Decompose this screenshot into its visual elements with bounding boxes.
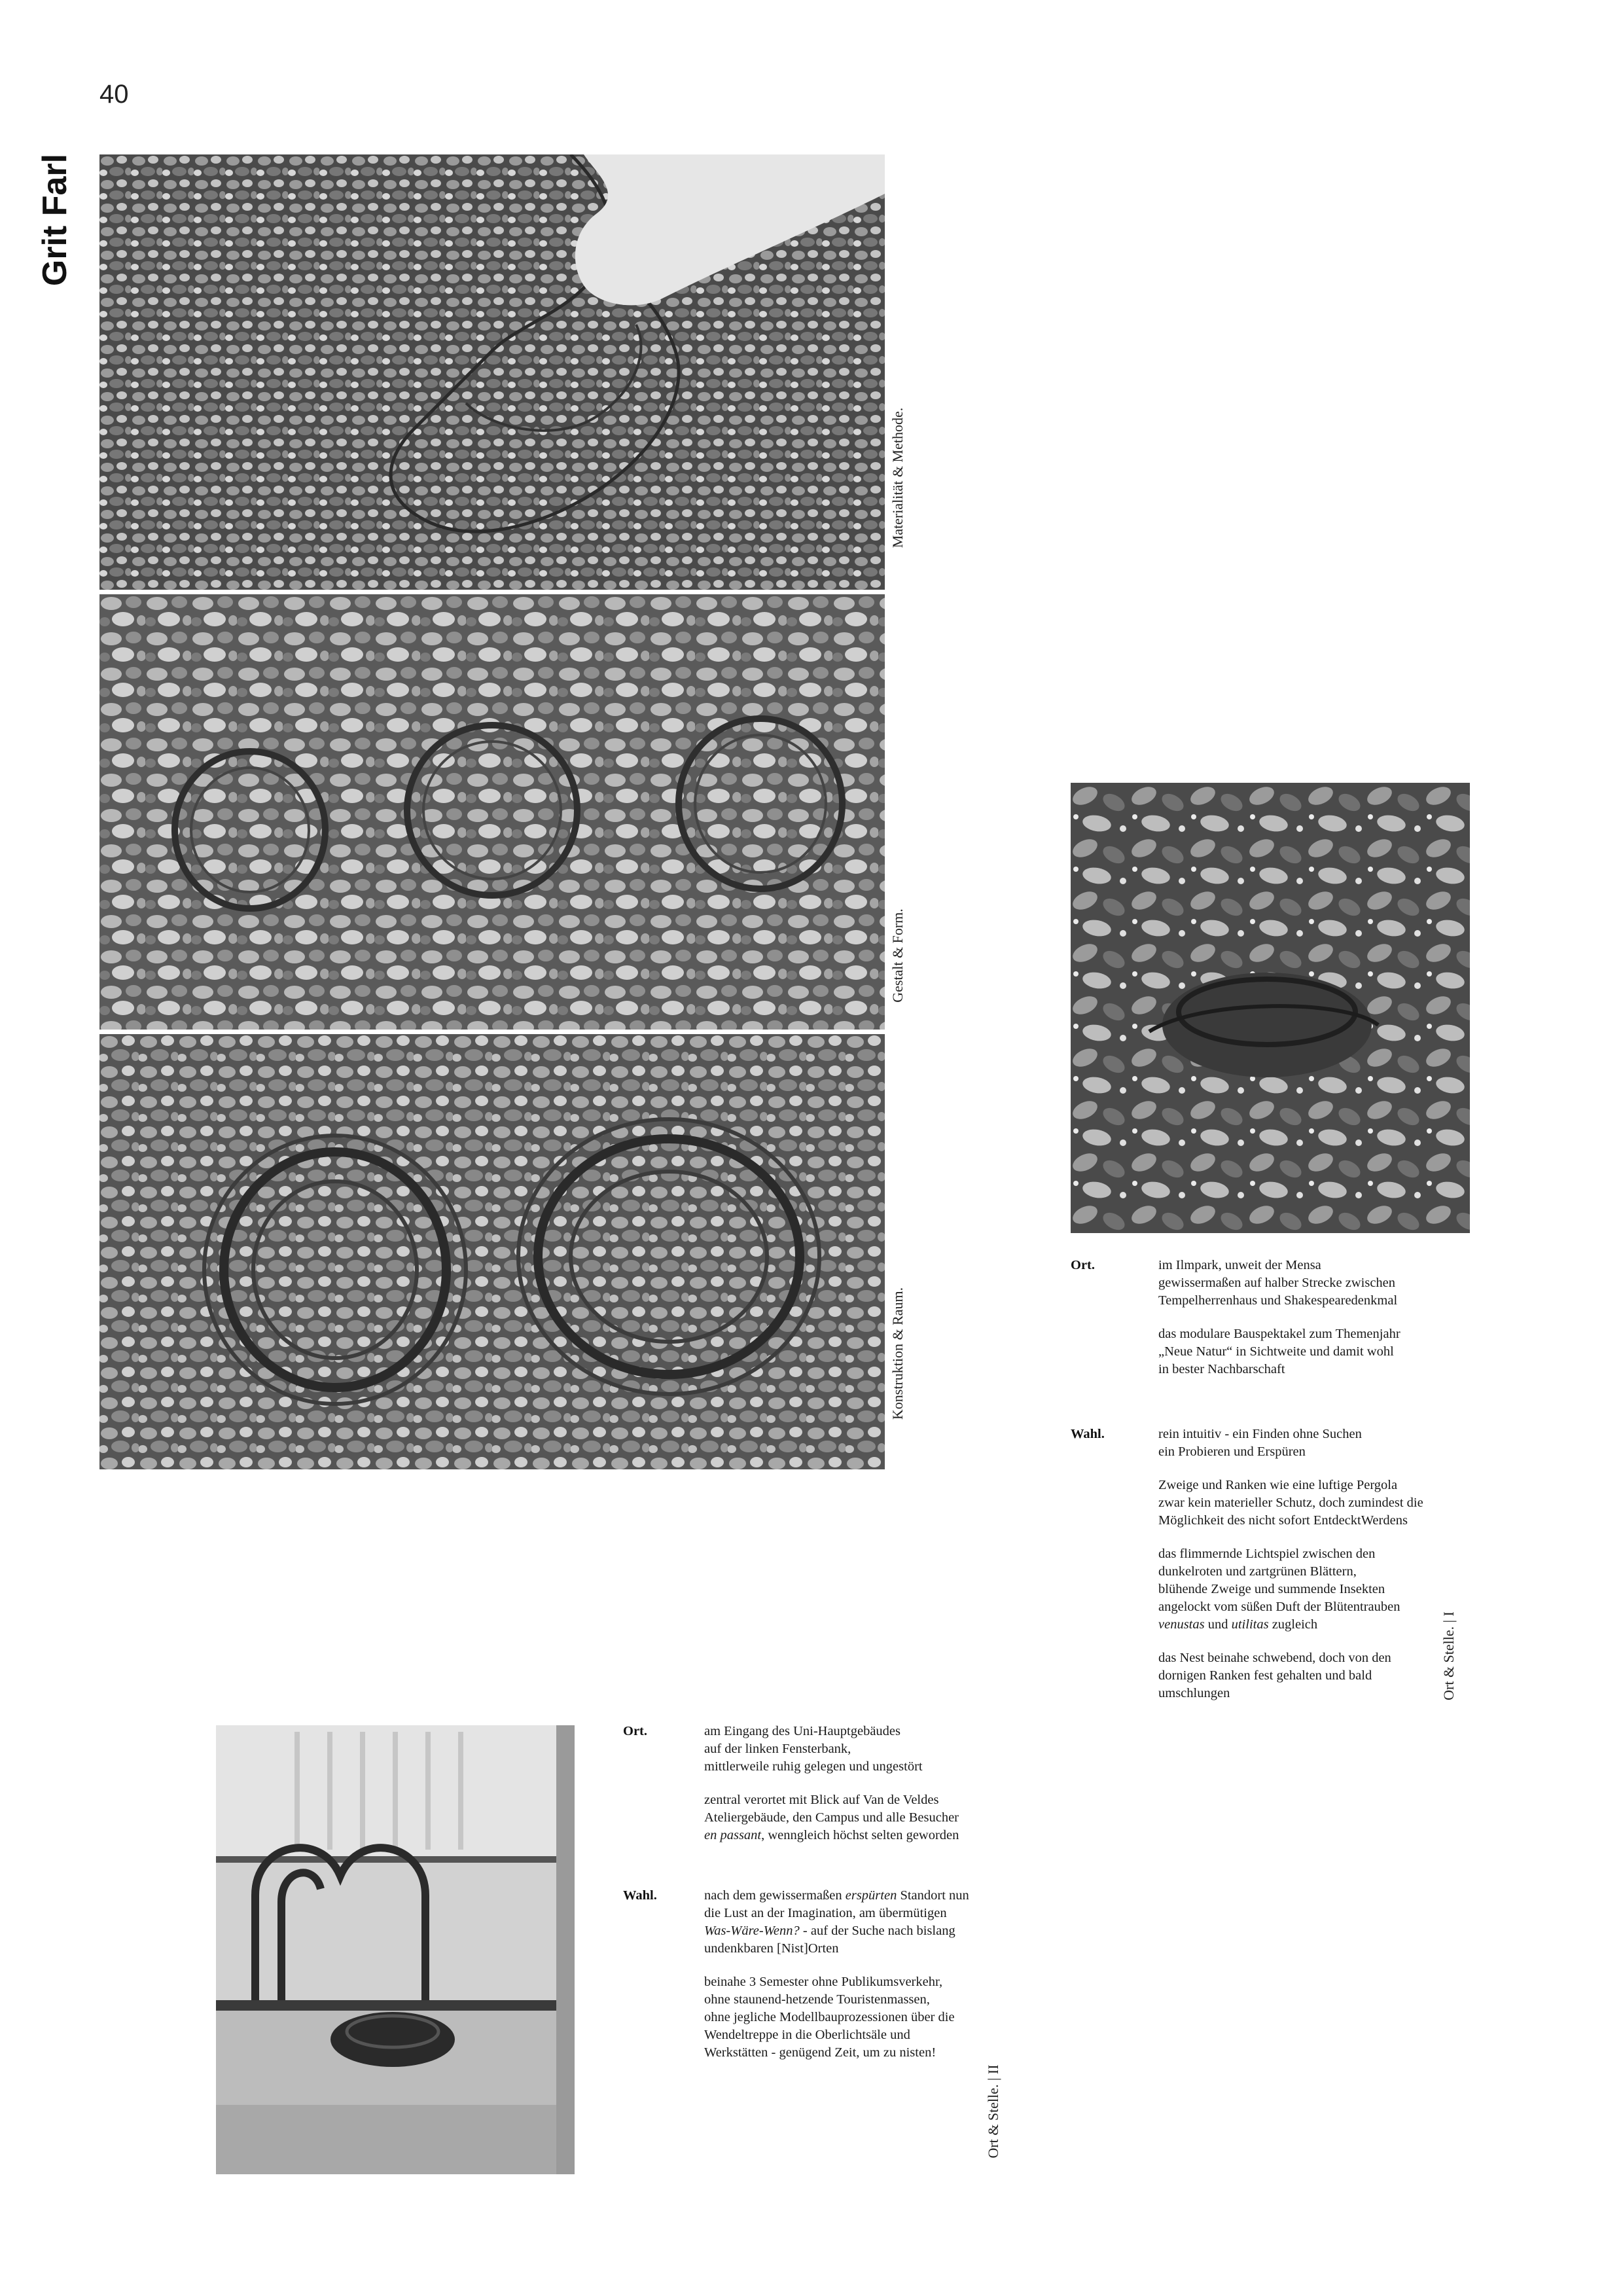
section1-ort-label: Ort. bbox=[1071, 1258, 1095, 1272]
page-number: 40 bbox=[99, 80, 129, 109]
nest-in-bush-image bbox=[1071, 783, 1470, 1233]
two-nests-on-pebbles-image bbox=[99, 1034, 885, 1469]
caption-gestalt: Gestalt & Form. bbox=[889, 908, 906, 1003]
section2-ort-label: Ort. bbox=[623, 1724, 647, 1738]
caption-ort-stelle-2: Ort & Stelle. | II bbox=[985, 2064, 1001, 2159]
photo-nest-windowsill bbox=[216, 1725, 575, 2174]
author-name: Grit Farl bbox=[36, 153, 74, 287]
photo-gestalt bbox=[99, 594, 885, 1030]
photo-konstruktion bbox=[99, 1034, 885, 1469]
section2-wahl-text: nach dem gewissermaßen erspürten Standort nun die Lust an der Imagination, am übermütigen Was-Wäre-Wenn? - auf der Suche nach bislang undenkbaren [Nist]Orten beinahe 3 Semester ohne Publikumsverkehr, ohne staunend-hetzende Touristenmassen, ohne jegliche Modellbauprozessionen über die Wendeltreppe in die Oberlichtsäle und Werkstätten - genügend Zeit, um zu nisten! bbox=[704, 1888, 969, 2060]
photo-nest-bush bbox=[1071, 783, 1470, 1233]
caption-ort-stelle-1: Ort & Stelle. | I bbox=[1440, 1611, 1457, 1700]
section1-wahl-label: Wahl. bbox=[1071, 1427, 1105, 1441]
nest-on-windowsill-image bbox=[216, 1725, 575, 2174]
section1-wahl-text: rein intuitiv - ein Finden ohne Suchen ein Probieren und Erspüren Zweige und Ranken wie eine luftige Pergola zwar kein materieller Schutz, doch zumindest die Möglichkeit des nicht sofort EntdecktWerdens das flimmernde Lichtspiel zwischen den dunkelroten und zartgrünen Blättern, blühende Zweige und summende Insekten angelockt vom süßen Duft der Blütentrauben venustas und utilitas zugleich das Nest beinahe schwebend, doch von den dornigen Ranken fest gehalten und bald umschlungen bbox=[1158, 1427, 1423, 1700]
pebbles-with-hand-image bbox=[99, 154, 885, 590]
three-nests-on-pebbles-image bbox=[99, 594, 885, 1030]
caption-konstruktion: Konstruktion & Raum. bbox=[889, 1287, 906, 1420]
section1-ort-text: im Ilmpark, unweit der Mensa gewissermaßen auf halber Strecke zwischen Tempelherrenhaus und Shakespearedenkmal das modulare Bauspektakel zum Themenjahr „Neue Natur“ in Sichtweite und damit wohl in bester Nachbarschaft bbox=[1158, 1258, 1400, 1376]
photo-materialitaet bbox=[99, 154, 885, 590]
caption-materialitaet: Materialität & Methode. bbox=[889, 407, 906, 548]
section2-ort-text: am Eingang des Uni-Hauptgebäudes auf der linken Fensterbank, mittlerweile ruhig gelegen und ungestört zentral verortet mit Blick auf Van de Veldes Ateliergebäude, den Campus und alle Besucher en passant, wenngleich höchst selten geworden bbox=[704, 1724, 959, 1842]
section2-wahl-label: Wahl. bbox=[623, 1888, 657, 1903]
